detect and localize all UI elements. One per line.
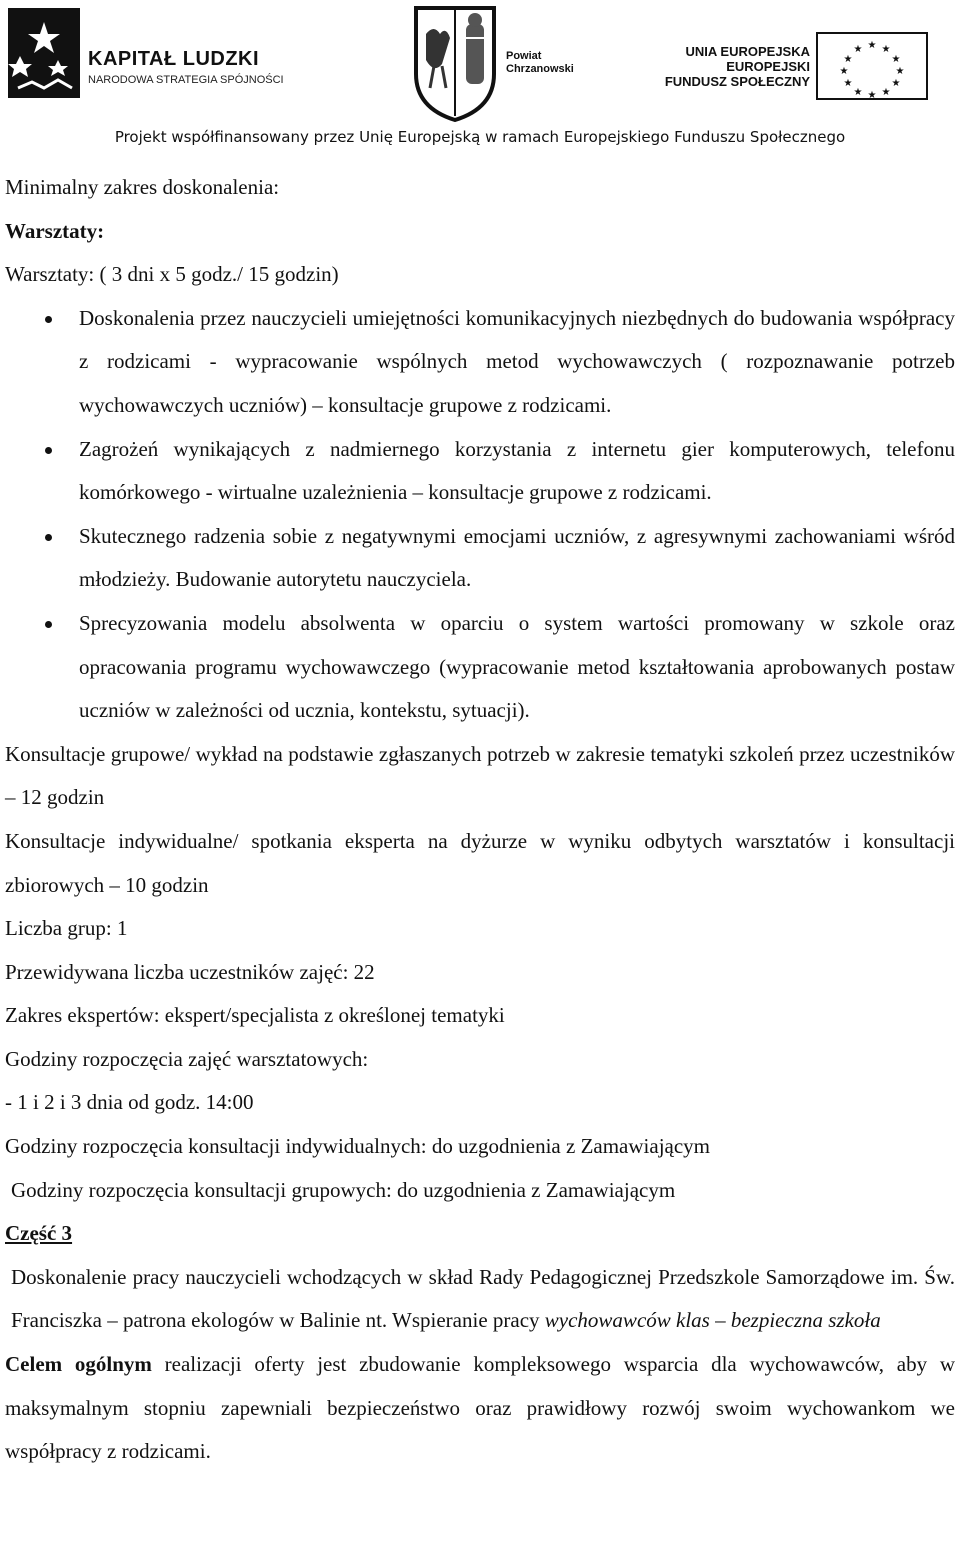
svg-text:★: ★ <box>843 54 853 65</box>
svg-text:★: ★ <box>853 44 863 55</box>
list-item <box>5 515 955 602</box>
powiat-name <box>506 50 574 76</box>
kapital-ludzki-subtitle: NARODOWA STRATEGIA SPÓJNOŚCI <box>88 74 284 86</box>
eu-line-3: FUNDUSZ SPOŁECZNY <box>664 74 810 89</box>
kapital-ludzki-title: KAPITAŁ LUDZKI <box>88 48 260 70</box>
celem-ogolnym-label: Celem ogólnym <box>5 1352 152 1377</box>
svg-text:★: ★ <box>843 78 853 89</box>
kapital-ludzki-icon <box>8 8 80 98</box>
czesc-3-description <box>5 1256 955 1343</box>
list-item <box>5 428 955 515</box>
svg-text:★: ★ <box>881 44 891 55</box>
project-cofinancing-line: Projekt współfinansowany przez Unię Europejską w ramach Europejskiego Funduszu Społecznego <box>114 128 846 146</box>
min-scope-line: Minimalny zakres doskonalenia: <box>5 175 280 199</box>
kapital-ludzki-logo <box>8 8 284 98</box>
svg-text:★: ★ <box>839 66 849 77</box>
list-item <box>5 602 955 733</box>
eu-flag-icon <box>816 32 928 100</box>
bullet-icon <box>45 447 52 454</box>
eu-line-1: UNIA EUROPEJSKA <box>685 44 810 59</box>
svg-text:★: ★ <box>853 87 863 98</box>
eu-text <box>640 44 810 89</box>
list-item-text: Doskonalenia przez nauczycieli umiejętności komunikacyjnych niezbędnych do budowania współpracy z rodzicami - wypracowanie wspólnych metod wychowawczych ( rozpoznawanie potrzeb wychowawczych uczniów) – konsultacje grupowe z rodzicami. <box>79 305 955 417</box>
warsztaty-heading: Warsztaty: <box>5 218 105 243</box>
svg-text:★: ★ <box>867 90 877 100</box>
konsultacje-grupowe: Konsultacje grupowe/ wykład na podstawie zgłaszanych potrzeb w zakresie tematyki szkoleń przez uczestników – 12 godzin <box>5 741 955 810</box>
godziny-indywidualnych: Godziny rozpoczęcia konsultacji indywidualnych: do uzgodnienia z Zamawiającym <box>5 1134 711 1159</box>
svg-text:★: ★ <box>891 78 901 89</box>
list-item <box>5 297 955 428</box>
powiat-logo <box>412 4 592 124</box>
godziny-grupowych: Godziny rozpoczęcia konsultacji grupowych: do uzgodnienia z Zamawiającym <box>11 1177 676 1202</box>
eu-logo <box>640 32 940 102</box>
konsultacje-indywidualne: Konsultacje indywidualne/ spotkania eksperta na dyżurze w wyniku odbytych warsztatów i konsultacji zbiorowych – 10 godzin <box>5 828 955 897</box>
liczba-uczestnikow: Przewidywana liczba uczestników zajęć: 22 <box>5 959 375 984</box>
bullet-icon <box>45 621 52 628</box>
svg-text:★: ★ <box>881 87 891 98</box>
svg-text:★: ★ <box>867 40 877 51</box>
celem-ogolnym-text: realizacji oferty jest zbudowanie kompleksowego wsparcia dla wychowawców, aby w maksymalnym stopniu zapewniali bezpieczeństwo oraz prawidłowy rozwój swoim wychowankom we współpracy z rodzicami. <box>5 1352 955 1464</box>
list-item-text: Sprecyzowania modelu absolwenta w oparciu o system wartości promowany w szkole oraz opracowania programu wychowawczego (wypracowanie metod kształtowania aprobowanych postaw uczniów w zależności od ucznia, kontekstu, sytuacji). <box>79 610 955 723</box>
topics-list <box>5 297 955 733</box>
bullet-icon <box>45 316 52 323</box>
bullet-icon <box>45 534 52 541</box>
list-item-text: Zagrożeń wynikających z nadmiernego korzystania z internetu gier komputerowych, telefonu komórkowego - wirtualne uzależnienia – konsultacje grupowe z rodzicami. <box>79 436 955 505</box>
czesc-3-description-text: Doskonalenie pracy nauczycieli wchodzących w skład Rady Pedagogicznej Przedszkole Samorządowe im. Św. Franciszka – patrona ekologów w Balinie nt. Wspieranie pracy <box>11 1264 955 1333</box>
powiat-line-1: Powiat <box>506 50 542 62</box>
godziny-warsztatow: Godziny rozpoczęcia zajęć warsztatowych: <box>5 1046 369 1071</box>
celem-ogolnym-paragraph <box>5 1343 955 1474</box>
dni-godziny: - 1 i 2 i 3 dnia od godz. 14:00 <box>5 1090 254 1115</box>
zakres-ekspertow: Zakres ekspertów: ekspert/specjalista z określonej tematyki <box>5 1003 505 1028</box>
czesc-3-heading: Część 3 <box>5 1221 73 1246</box>
document-header <box>0 0 960 160</box>
czesc-3-description-italic: wychowawców klas – bezpieczna szkoła <box>544 1308 881 1333</box>
powiat-line-2: Chrzanowski <box>506 63 574 75</box>
liczba-grup: Liczba grup: 1 <box>5 916 128 941</box>
warsztaty-time: Warsztaty: ( 3 dni x 5 godz./ 15 godzin) <box>5 262 339 287</box>
svg-text:★: ★ <box>891 54 901 65</box>
list-item-text: Skutecznego radzenia sobie z negatywnymi emocjami uczniów, z agresywnymi zachowaniami wśród młodzieży. Budowanie autorytetu nauczyciela. <box>79 523 955 592</box>
document-body <box>5 166 955 1474</box>
powiat-crest-icon <box>412 4 498 122</box>
eu-line-2: EUROPEJSKI <box>726 59 810 74</box>
svg-text:★: ★ <box>895 66 905 77</box>
